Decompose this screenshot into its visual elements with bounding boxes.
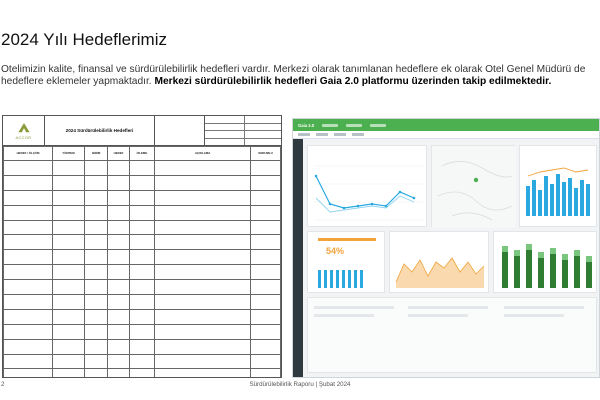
table-cell: [84, 280, 107, 295]
table-cell: [129, 220, 155, 235]
col-header: AÇIKLAMA: [155, 147, 251, 161]
table-header-row: [4, 147, 281, 161]
table-cell: [129, 369, 155, 378]
table-cell: [84, 369, 107, 378]
table-cell: [4, 324, 53, 339]
gaia-dashboard-screenshot: [292, 118, 600, 378]
line-chart-panel: [307, 145, 427, 227]
table-cell: [108, 190, 129, 205]
table-cell: [129, 265, 155, 280]
col-header: HEDEF: [108, 147, 129, 161]
table-cell: [251, 235, 281, 250]
table-cell: [53, 354, 85, 369]
dashboard-topbar: [293, 119, 599, 131]
table-cell: [108, 205, 129, 220]
intro-text: Otelimizin kalite, finansal ve sürdürülebilirlik hedefleri vardır. Merkezi olarak tanımlanan hedeflere ek olarak Otel Genel Müdürü de hedeflere eklemeler yapmaktadır.: [1, 64, 586, 88]
table-cell: [129, 280, 155, 295]
table-cell: [4, 250, 53, 265]
table-cell: [108, 235, 129, 250]
details-panel: [307, 297, 597, 373]
table-cell: [155, 324, 251, 339]
table-cell: [4, 295, 53, 310]
table-cell: [251, 250, 281, 265]
report-footer-title: Sürdürülebilirlik Raporu | Şubat 2024: [249, 381, 351, 388]
table-cell: [155, 190, 251, 205]
table-cell: [251, 339, 281, 354]
table-cell: [4, 161, 53, 176]
table-cell: [4, 235, 53, 250]
col-header: BİRİM: [84, 147, 107, 161]
table-cell: [155, 175, 251, 190]
table-row: [4, 175, 281, 190]
table-cell: [251, 190, 281, 205]
table-cell: [108, 250, 129, 265]
table-cell: [84, 295, 107, 310]
table-cell: [108, 280, 129, 295]
table-cell: [155, 161, 251, 176]
table-row: [4, 324, 281, 339]
table-cell: [129, 354, 155, 369]
table-row: [4, 235, 281, 250]
table-cell: [4, 265, 53, 280]
table-cell: [129, 309, 155, 324]
area-chart-panel: [389, 231, 489, 293]
table-row: [4, 339, 281, 354]
table-cell: [129, 175, 155, 190]
table-cell: [53, 339, 85, 354]
table-cell: [251, 324, 281, 339]
table-cell: [129, 190, 155, 205]
table-cell: [4, 354, 53, 369]
table-cell: [129, 205, 155, 220]
table-cell: [53, 175, 85, 190]
table-cell: [108, 354, 129, 369]
targets-table: [3, 146, 281, 378]
table-cell: [155, 309, 251, 324]
dashboard-sidebar: [293, 139, 303, 377]
page-number: 2: [1, 381, 5, 388]
table-cell: [84, 175, 107, 190]
accor-logo: [3, 116, 45, 145]
table-cell: [108, 161, 129, 176]
table-cell: [84, 190, 107, 205]
table-cell: [84, 265, 107, 280]
table-cell: [53, 161, 85, 176]
table-row: [4, 369, 281, 378]
accor-logo-icon: [17, 122, 31, 134]
table-cell: [53, 369, 85, 378]
table-title: 2024 Sürdürülebilirlik Hedefleri: [45, 116, 155, 145]
accor-logo-text: ACCOR: [15, 134, 32, 140]
table-cell: [108, 265, 129, 280]
table-cell: [4, 369, 53, 378]
table-cell: [129, 324, 155, 339]
table-cell: [155, 369, 251, 378]
table-cell: [155, 235, 251, 250]
table-cell: [155, 205, 251, 220]
table-cell: [155, 250, 251, 265]
table-cell: [155, 339, 251, 354]
table-cell: [84, 161, 107, 176]
table-row: [4, 220, 281, 235]
table-meta: [205, 116, 281, 145]
table-cell: [251, 295, 281, 310]
table-cell: [251, 280, 281, 295]
table-cell: [251, 205, 281, 220]
dashboard-subnav: [293, 131, 599, 139]
table-cell: [129, 250, 155, 265]
kpi-percent: 54%: [326, 246, 345, 256]
table-cell: [53, 250, 85, 265]
table-cell: [4, 309, 53, 324]
table-cell: [53, 190, 85, 205]
page-title: 2024 Yılı Hedeflerimiz: [1, 30, 167, 49]
table-cell: [84, 354, 107, 369]
table-cell: [53, 205, 85, 220]
map-panel: [431, 145, 515, 227]
table-row: [4, 265, 281, 280]
table-cell: [53, 324, 85, 339]
stacked-bar-panel: [493, 231, 597, 293]
table-cell: [108, 295, 129, 310]
table-header-block: [3, 116, 281, 146]
table-cell: [4, 175, 53, 190]
table-cell: [108, 175, 129, 190]
kpi-panel: [307, 231, 385, 293]
table-row: [4, 354, 281, 369]
table-cell: [129, 161, 155, 176]
table-cell: [155, 280, 251, 295]
table-cell: [53, 280, 85, 295]
table-cell: [53, 265, 85, 280]
table-cell: [4, 280, 53, 295]
table-cell: [251, 161, 281, 176]
table-cell: [84, 250, 107, 265]
col-header: YÖNTEM: [53, 147, 85, 161]
bar-chart-panel: [519, 145, 597, 227]
intro-bold-text: Merkezi sürdürülebilirlik hedefleri Gaia 2.0 platformu üzerinden takip edilmektedir.: [154, 76, 552, 88]
table-cell: [251, 369, 281, 378]
table-cell: [251, 265, 281, 280]
table-cell: [108, 309, 129, 324]
table-row: [4, 205, 281, 220]
table-cell: [53, 295, 85, 310]
table-row: [4, 250, 281, 265]
table-cell: [155, 354, 251, 369]
dashboard-brand: Gaia 2.0: [298, 122, 315, 128]
intro-paragraph: [1, 64, 591, 88]
table-row: [4, 190, 281, 205]
table-cell: [4, 339, 53, 354]
table-row: [4, 161, 281, 176]
table-row: [4, 295, 281, 310]
table-cell: [129, 339, 155, 354]
table-cell: [84, 235, 107, 250]
table-cell: [4, 190, 53, 205]
col-header: HEDEF / ÖLÇÜM: [4, 147, 53, 161]
table-cell: [251, 175, 281, 190]
table-cell: [129, 235, 155, 250]
table-cell: [251, 354, 281, 369]
table-cell: [108, 369, 129, 378]
col-header: İZLEME: [129, 147, 155, 161]
table-row: [4, 309, 281, 324]
table-cell: [84, 339, 107, 354]
table-cell: [84, 309, 107, 324]
col-header: SORUMLU: [251, 147, 281, 161]
table-cell: [108, 324, 129, 339]
table-cell: [155, 220, 251, 235]
targets-table-document: [2, 115, 282, 378]
table-cell: [155, 295, 251, 310]
table-cell: [251, 220, 281, 235]
table-cell: [108, 339, 129, 354]
table-cell: [53, 235, 85, 250]
table-row: [4, 280, 281, 295]
table-cell: [4, 205, 53, 220]
table-cell: [4, 220, 53, 235]
table-cell: [84, 205, 107, 220]
table-cell: [108, 220, 129, 235]
table-cell: [53, 220, 85, 235]
table-cell: [129, 295, 155, 310]
table-cell: [251, 309, 281, 324]
table-cell: [53, 309, 85, 324]
table-cell: [155, 265, 251, 280]
table-cell: [84, 324, 107, 339]
table-cell: [84, 220, 107, 235]
